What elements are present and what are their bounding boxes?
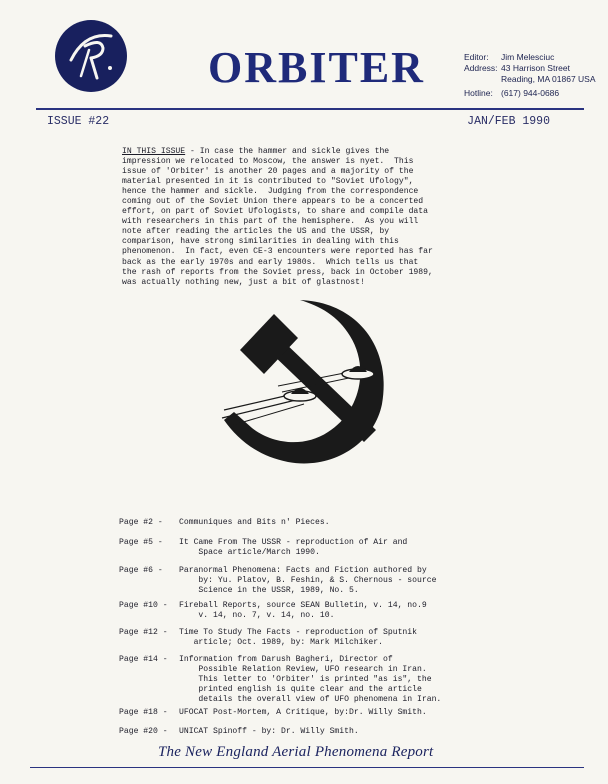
toc-desc: Communiques and Bits n' Pieces. [179, 518, 330, 527]
issue-date: JAN/FEB 1990 [467, 115, 550, 128]
toc-page: Page #2 - [119, 518, 163, 527]
orbit-swoosh-icon [55, 20, 127, 92]
toc-desc: Information from Darush Bagheri, Director of Possible Relation Review, UFO research in Iran. This letter to 'Orbiter' is printed "as is", the printed english is quite clear and the article details the overall view of UFO phenomena in Iran. [179, 655, 442, 704]
intro-first-line: - In case the hammer and sickle gives the [185, 147, 390, 156]
toc-desc: It Came From The USSR - reproduction of Air and Space article/March 1990. [179, 538, 408, 557]
toc-desc: Paranormal Phenomena: Facts and Fiction authored by by: Yu. Platov, B. Feshin, & S. Chernous - source Science in the USSR, 1989, No. 5. [179, 566, 437, 595]
toc-page: Page #10 - [119, 601, 168, 610]
toc-item [119, 708, 427, 718]
masthead-title: ORBITER [208, 43, 425, 92]
hammer-sickle-ufo-icon [220, 294, 390, 470]
orbiter-logo [55, 20, 127, 92]
toc-page: Page #14 - [119, 655, 168, 664]
toc-item [119, 538, 407, 558]
address-line2: Reading, MA 01867 USA [501, 74, 596, 84]
toc-desc: UNICAT Spinoff - by: Dr. Willy Smith. [179, 727, 359, 736]
editor-value: Jim Melesciuc [501, 52, 555, 62]
toc-item [119, 727, 359, 737]
toc-item [119, 601, 427, 621]
issue-number: ISSUE #22 [47, 115, 110, 128]
editor-label: Editor: [464, 52, 489, 62]
toc-item [119, 518, 330, 528]
address-row [464, 63, 604, 74]
address-line1: 43 Harrison Street [501, 63, 570, 73]
hotline-row [464, 88, 604, 99]
toc-item [119, 655, 441, 705]
intro-heading: IN THIS ISSUE [122, 147, 186, 156]
toc-desc: UFOCAT Post-Mortem, A Critique, by:Dr. Willy Smith. [179, 708, 427, 717]
toc-page: Page #20 - [119, 727, 168, 736]
header-divider [36, 108, 584, 110]
toc-item [119, 628, 417, 648]
toc-page: Page #5 - [119, 538, 163, 547]
footer-divider [30, 767, 584, 768]
contact-block [464, 52, 604, 99]
footer-tagline: The New England Aerial Phenomena Report [158, 744, 434, 760]
address-label: Address: [464, 63, 498, 73]
address-row-2 [464, 74, 604, 85]
toc-page: Page #18 - [119, 708, 168, 717]
toc-desc: Fireball Reports, source SEAN Bulletin, v. 14, no.9 v. 14, no. 7, v. 14, no. 10. [179, 601, 427, 620]
hammer-sickle-emblem [220, 294, 390, 470]
toc-item [119, 566, 436, 596]
toc-desc: Time To Study The Facts - reproduction of Sputnik article; Oct. 1989, by: Mark Milchiker. [179, 628, 417, 647]
toc-page: Page #12 - [119, 628, 168, 637]
intro-paragraph [122, 147, 482, 288]
toc-page: Page #6 - [119, 566, 163, 575]
intro-body: impression we relocated to Moscow, the answer is nyet. This issue of 'Orbiter' is another 20 pages and a majority of the material presented in it is contributed to "Soviet Ufology", hence the hammer and sickle. Judging from the correspondence coming out of the Soviet Union there appears to be a concerted effort, on part of Soviet Ufologists, to share and compile data with researchers in this part of the hemisphere. As you will note after reading the articles the US and the USSR, by comparison, have strong similarities in dealing with this phenomenon. In fact, even CE-3 encounters were reported has far back as the early 1970s and early 1980s. Which tells us that the rash of reports from the Soviet press, back in October 1989, was actually nothing new, just a bit of glastnost! [122, 157, 433, 287]
hotline-label: Hotline: [464, 88, 493, 98]
hotline-value: (617) 944-0686 [501, 88, 560, 98]
editor-row [464, 52, 604, 63]
